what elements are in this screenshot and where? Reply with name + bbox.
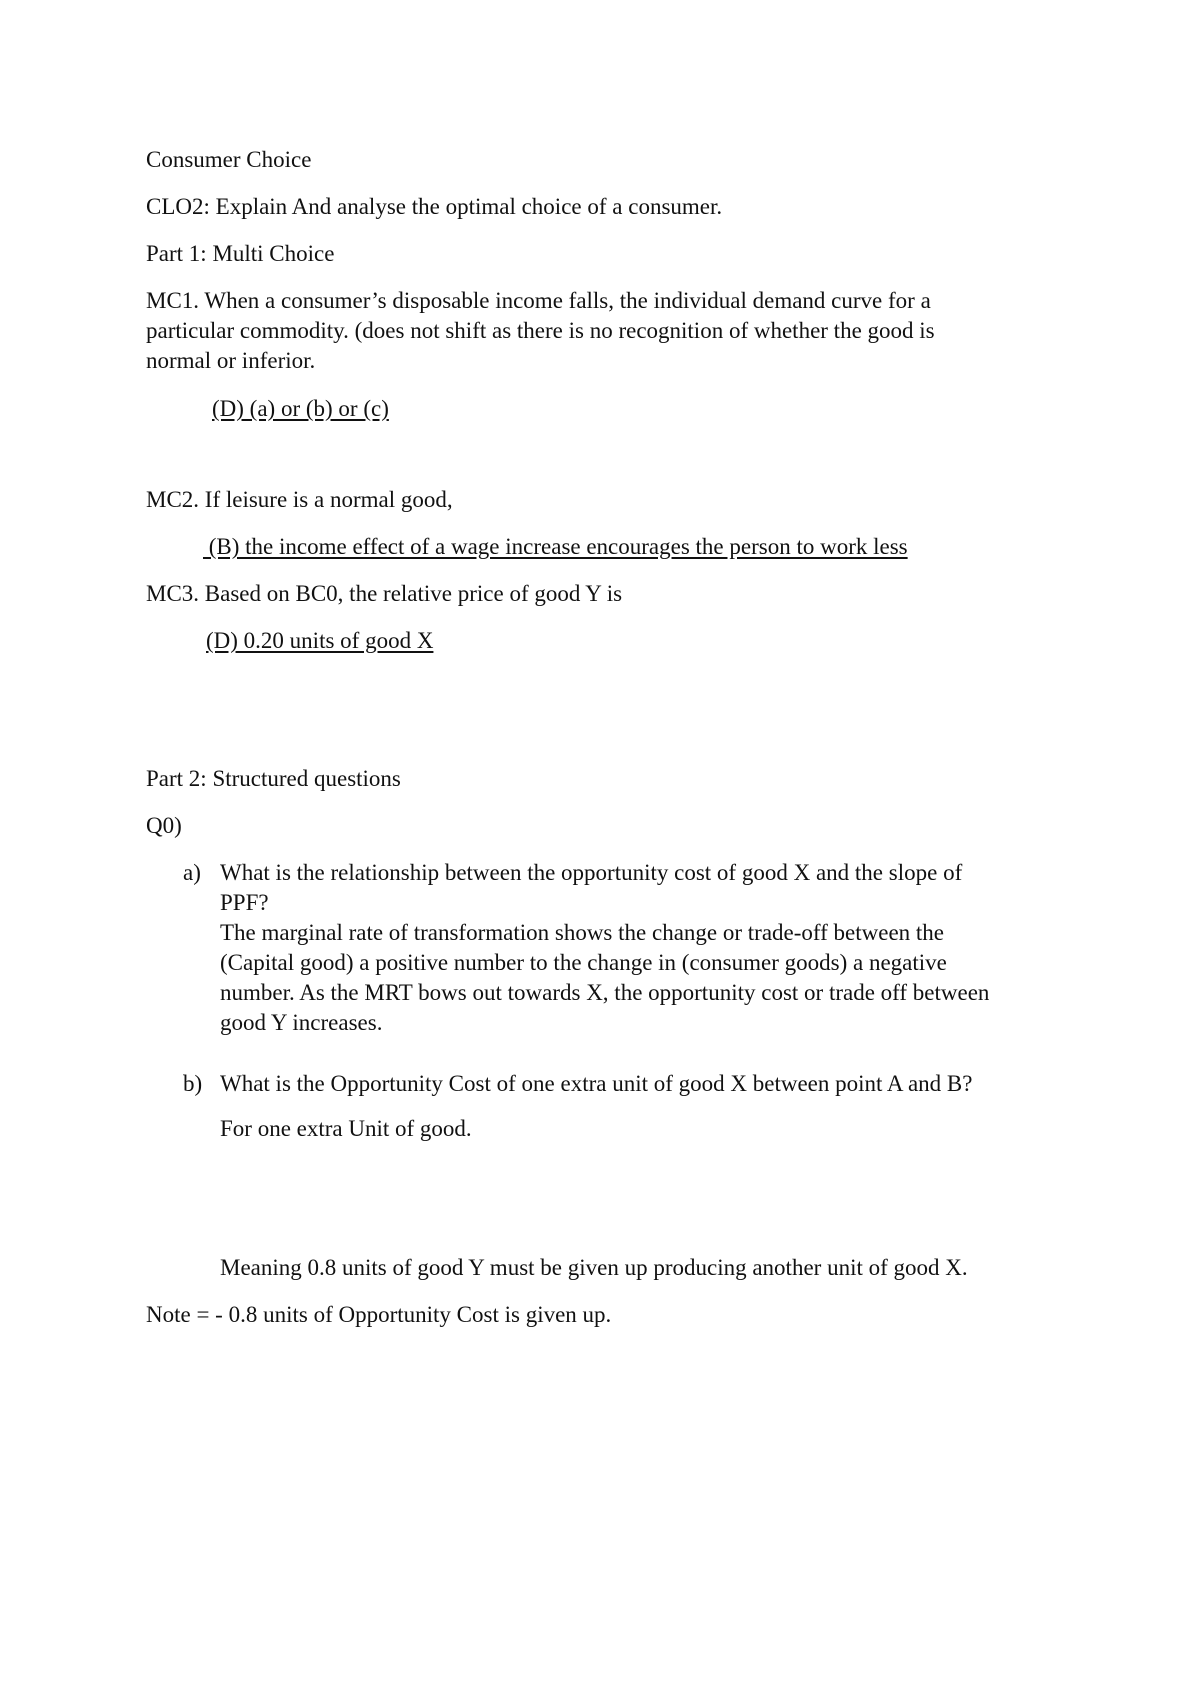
- q0-label: Q0): [146, 813, 182, 838]
- meaning-line: Meaning 0.8 units of good Y must be given up producing another unit of good X.: [220, 1255, 968, 1280]
- question-b-marker: b): [183, 1071, 203, 1096]
- answer-a-line-2: (Capital good) a positive number to the change in (consumer goods) a negative: [220, 950, 947, 975]
- question-b-line-1: What is the Opportunity Cost of one extra unit of good X between point A and B?: [220, 1071, 973, 1096]
- answer-a-line-1: The marginal rate of transformation shows the change or trade-off between the: [220, 920, 945, 945]
- part1-heading: Part 1: Multi Choice: [146, 241, 335, 266]
- answer-a-line-4: good Y increases.: [220, 1010, 383, 1035]
- answer-b-line-1: For one extra Unit of good.: [220, 1116, 472, 1141]
- question-a-line-2: PPF?: [220, 890, 269, 915]
- mc1-line-1: MC1. When a consumer’s disposable income falls, the individual demand curve for a: [146, 288, 931, 313]
- mc1-answer: (D) (a) or (b) or (c): [212, 396, 389, 421]
- part2-heading: Part 2: Structured questions: [146, 766, 401, 791]
- mc1-line-3: normal or inferior.: [146, 348, 316, 373]
- question-a-line-1: What is the relationship between the opportunity cost of good X and the slope of: [220, 860, 963, 885]
- question-a-marker: a): [183, 860, 201, 885]
- mc3-answer: (D) 0.20 units of good X: [206, 628, 434, 653]
- answer-a-line-3: number. As the MRT bows out towards X, the opportunity cost or trade off between: [220, 980, 990, 1005]
- mc2-answer: (B) the income effect of a wage increase encourages the person to work less: [203, 534, 908, 559]
- document-title: Consumer Choice: [146, 147, 312, 172]
- mc2-question: MC2. If leisure is a normal good,: [146, 487, 453, 512]
- learning-outcome: CLO2: Explain And analyse the optimal choice of a consumer.: [146, 194, 723, 219]
- mc1-line-2: particular commodity. (does not shift as there is no recognition of whether the good is: [146, 318, 935, 343]
- note-line: Note = - 0.8 units of Opportunity Cost is given up.: [146, 1302, 612, 1327]
- mc3-question: MC3. Based on BC0, the relative price of good Y is: [146, 581, 623, 606]
